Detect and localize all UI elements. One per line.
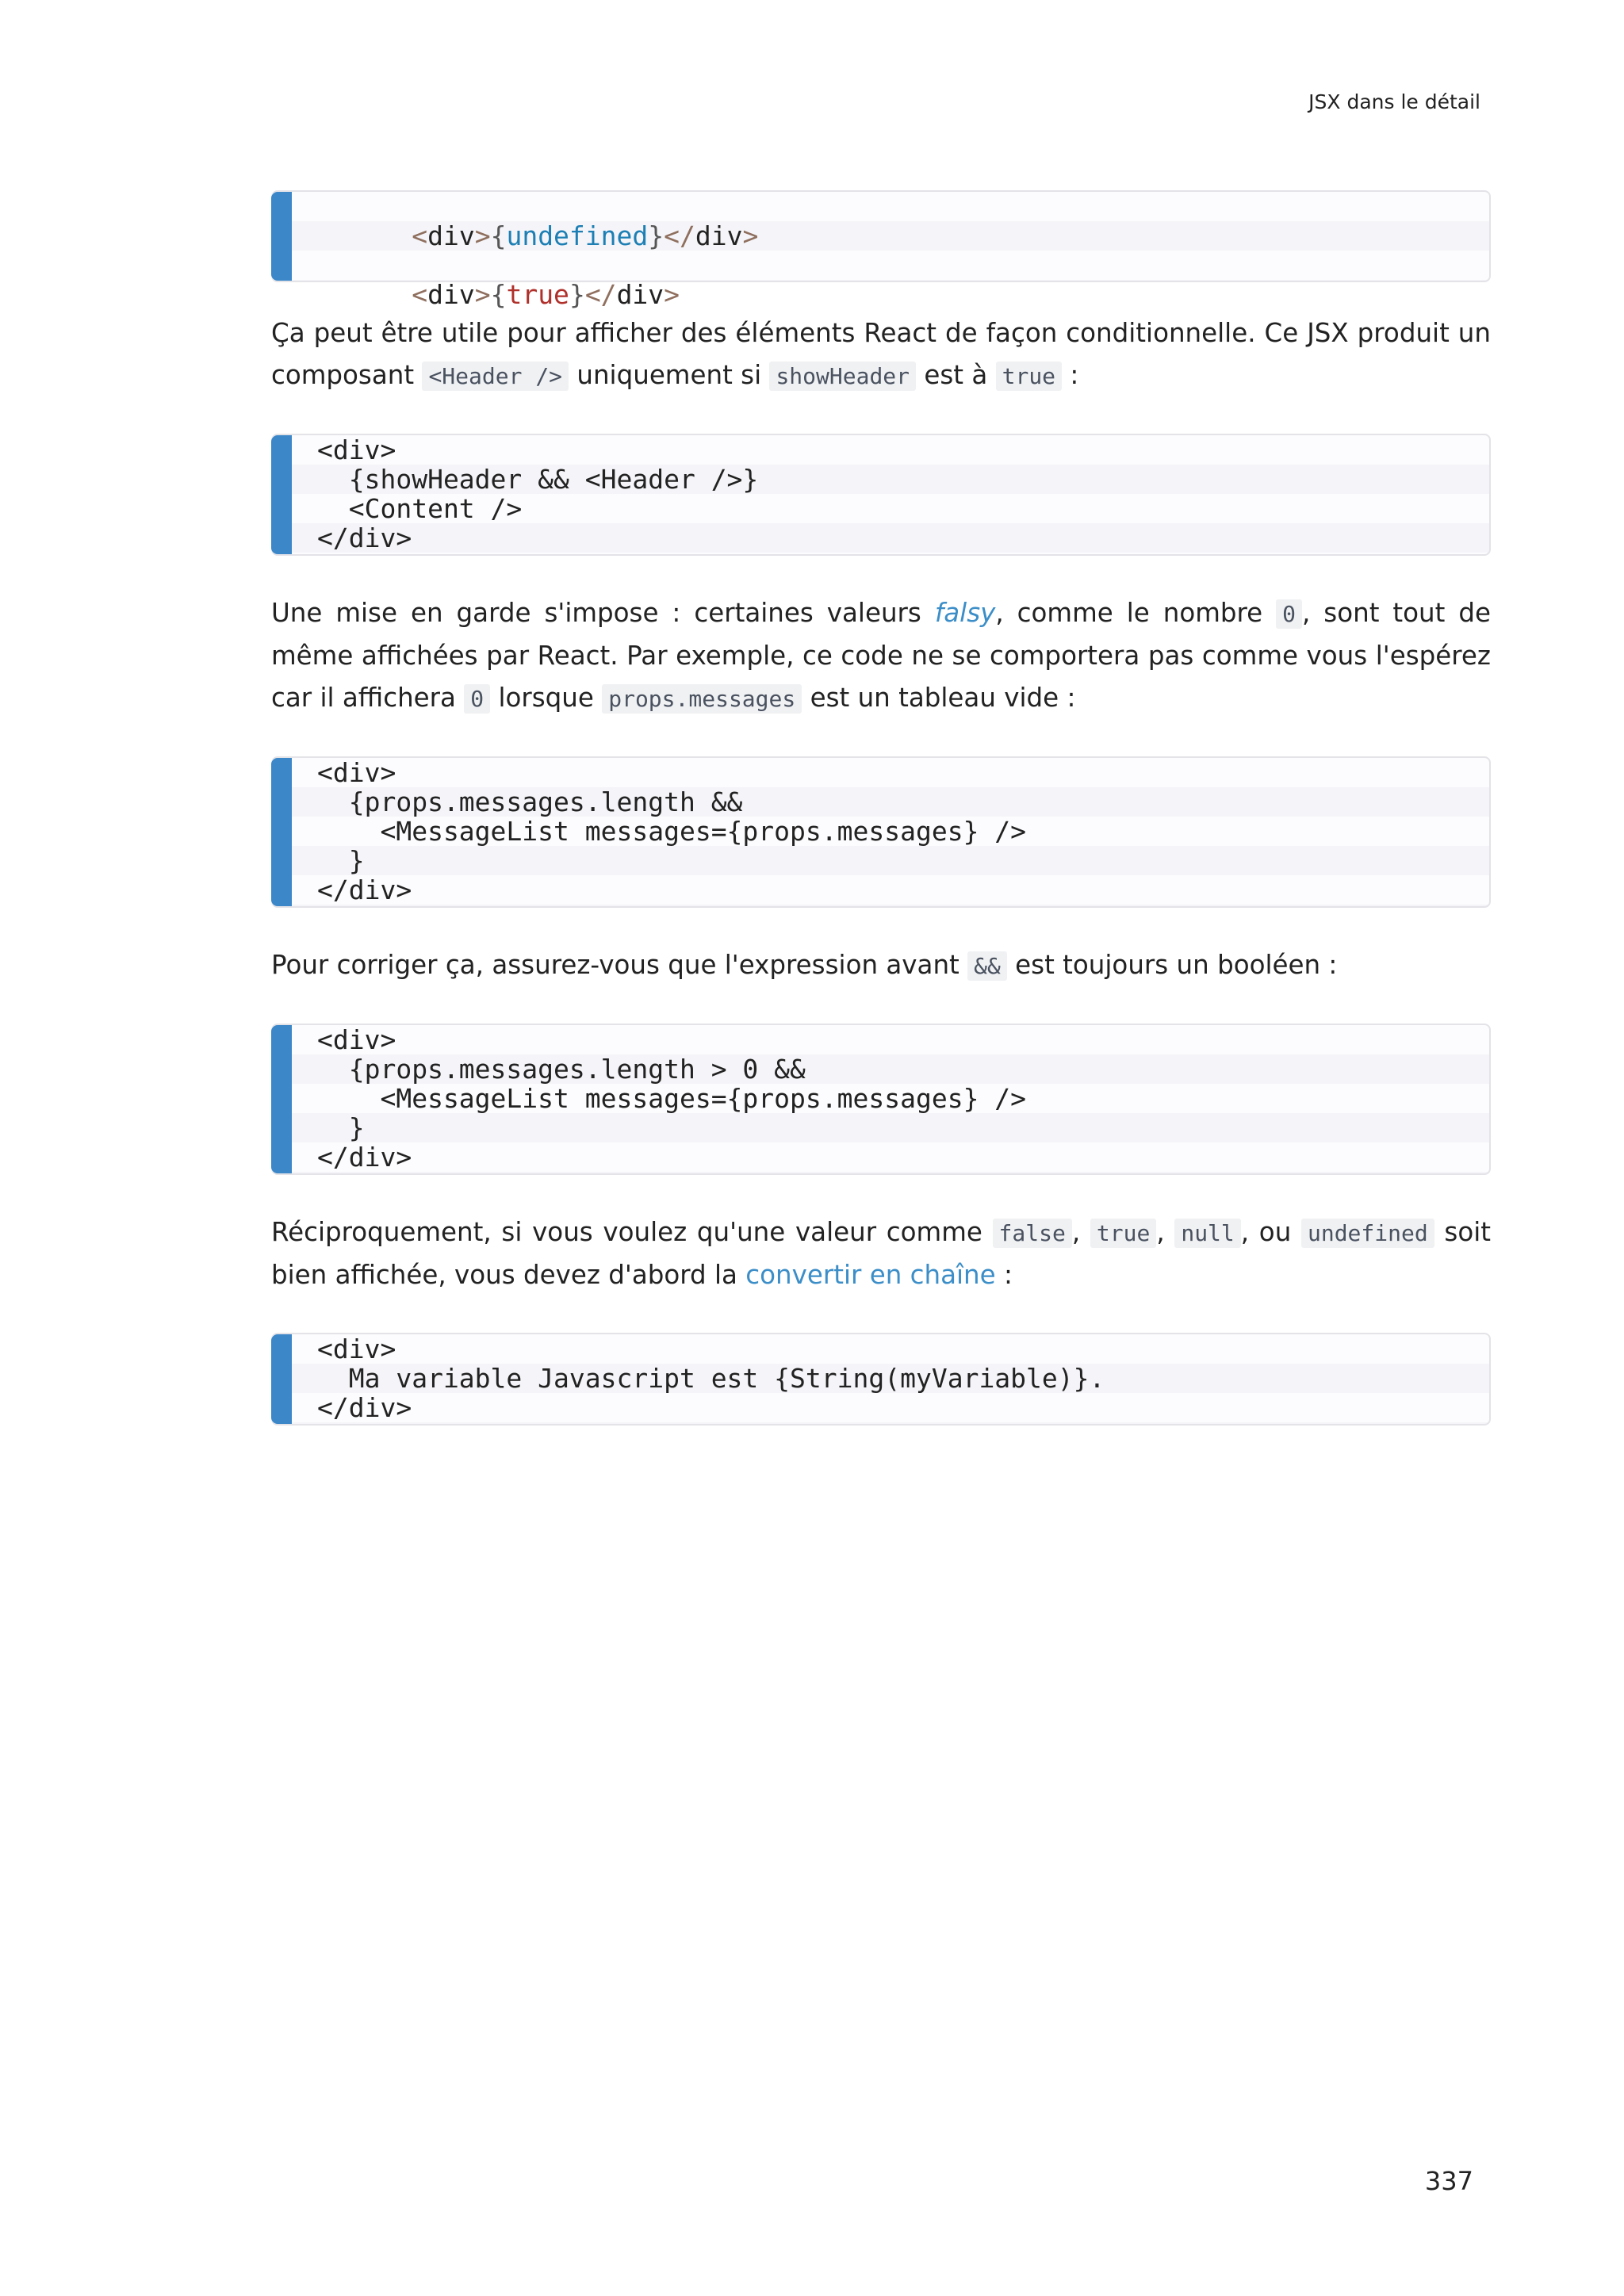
code-token: true [506,279,569,310]
code-token: > [742,220,759,251]
paragraph-4 [271,1211,1491,1296]
text-run: , comme le nombre [995,598,1277,628]
code-line: </div> [317,874,412,905]
code-token: undefined [506,220,649,251]
code-token: { [490,220,507,251]
page-number: 337 [1424,2166,1473,2196]
inline-code: undefined [1301,1219,1434,1248]
text-run: Réciproquement, si vous voulez qu'une valeur comme [271,1217,993,1247]
inline-code: false [993,1219,1072,1248]
inline-code: 0 [1276,599,1302,629]
code-line: } [317,1112,365,1143]
text-run: soit bien affichée, vous devez d'abord la [271,1217,1491,1290]
text-run: , [1156,1217,1175,1247]
code-token: > [664,279,680,310]
inline-code: 0 [464,684,490,714]
inline-code: && [967,951,1007,981]
code-line: <MessageList messages={props.messages} /> [317,1083,1027,1114]
running-header: JSX dans le détail [1308,90,1480,113]
code-token: } [569,279,585,310]
paragraph-3 [271,944,1491,987]
code-line: </div> [317,1142,412,1173]
code-token: { [490,279,507,310]
text-run: est à [916,360,996,390]
inline-code: true [996,362,1062,391]
code-token: </ [664,220,695,251]
emphasis-falsy: falsy [934,598,996,628]
code-line: {props.messages.length > 0 && [317,1054,806,1085]
code-line: </div> [317,1392,412,1423]
text-run: Pour corriger ça, assurez-vous que l'expression avant [271,950,968,980]
text-run: lorsque [490,683,603,713]
code-token: </ [584,279,617,310]
code-token: < [412,220,428,251]
code-line: <Content /> [317,493,523,524]
text-run: : [995,1260,1013,1290]
text-run: Une mise en garde s'impose : certaines valeurs [271,598,935,628]
code-line: <div> [317,434,396,465]
code-line: Ma variable Javascript est {String(myVariable)}. [317,1363,1105,1394]
paragraph-1 [271,312,1491,397]
code-line: <div> [317,1024,396,1055]
code-block-2 [271,434,1491,556]
text-run: uniquement si [569,360,770,390]
code-line [317,192,1489,251]
code-token: < [412,279,428,310]
inline-code: <Header /> [422,362,569,391]
code-token: } [648,220,665,251]
code-block-4 [271,1024,1491,1175]
text-run: , sont tout de même affichées par React. Par exemple, ce code ne se comportera pas comme vous l'espérez car il affichera [271,598,1491,713]
inline-code: true [1090,1219,1156,1248]
text-run: , [1071,1217,1090,1247]
code-block-1 [271,190,1491,310]
code-token: div [695,220,743,251]
code-block-5 [271,1333,1491,1425]
code-line [317,251,1489,310]
code-line: <MessageList messages={props.messages} /> [317,816,1027,847]
link-convertir-en-chaine[interactable]: convertir en chaîne [745,1260,996,1290]
code-line: </div> [317,522,412,553]
text-run: est un tableau vide : [802,683,1076,713]
text-run: , ou [1240,1217,1301,1247]
code-line: } [317,845,365,876]
text-run: : [1062,360,1079,390]
inline-code: showHeader [769,362,916,391]
code-token: > [474,279,491,310]
code-line: {props.messages.length && [317,786,743,817]
code-line: {showHeader && <Header />} [317,464,759,495]
code-block-3 [271,756,1491,908]
text-run: Ça peut être utile pour afficher des éléments React de façon conditionnelle. Ce JSX produit un composant [271,318,1491,390]
inline-code: props.messages [602,684,802,714]
code-line: <div> [317,1334,396,1364]
code-token: div [427,220,475,251]
code-token: > [474,220,491,251]
paragraph-2 [271,592,1491,720]
code-token: div [427,279,475,310]
code-line: <div> [317,757,396,788]
page-content [271,190,1491,1425]
inline-code: null [1174,1219,1240,1248]
text-run: est toujours un booléen : [1006,950,1338,980]
code-token: div [616,279,665,310]
